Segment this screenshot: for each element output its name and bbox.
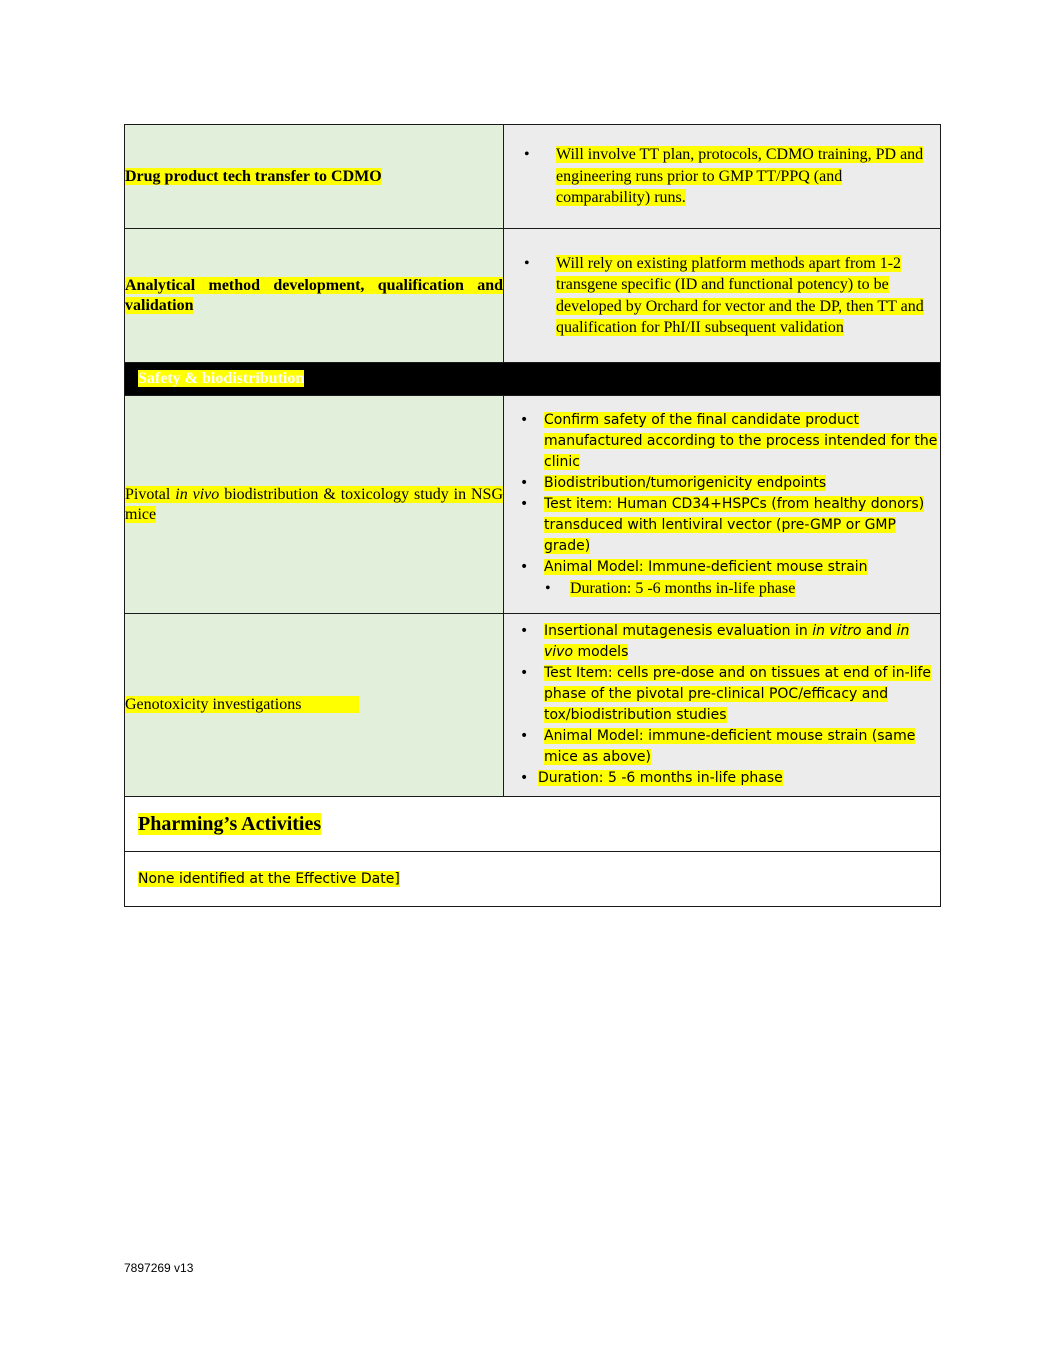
table-row [125, 396, 941, 614]
section-label: Safety & biodistribution [138, 370, 305, 387]
row-label-cell [125, 396, 504, 614]
detail-list [504, 253, 940, 339]
row-label: Pivotal in vivo biodistribution & toxicology study in NSG mice [125, 485, 504, 523]
table-row [125, 125, 941, 229]
section-header [125, 363, 941, 396]
list-item: • Animal Model: immune-deficient mouse strain (same mice as above) [518, 726, 940, 768]
row-detail-cell [504, 396, 941, 614]
list-item: • Test Item: cells pre-dose and on tissues at end of in-life phase of the pivotal pre-clinical POC/efficacy and tox/biodistribution studies [518, 663, 940, 726]
row-label: Analytical method development, qualification and validation [125, 276, 503, 314]
section-header-row [125, 363, 941, 396]
list-item: • Will involve TT plan, protocols, CDMO training, PD and engineering runs prior to GMP TT/PPQ (and comparability) runs. [504, 144, 940, 209]
row-label: Drug product tech transfer to CDMO [125, 167, 382, 185]
list-item: • Biodistribution/tumorigenicity endpoints [518, 473, 940, 494]
detail-list [504, 144, 940, 209]
table-row [125, 614, 941, 797]
list-item: • Will rely on existing platform methods apart from 1-2 transgene specific (ID and functional potency) to be developed by Orchard for vector and the DP, then TT and qualification for PhI/II subsequent validation [504, 253, 940, 339]
activities-table [124, 124, 941, 907]
list-item: • Insertional mutagenesis evaluation in in vitro and in vivo models [518, 621, 940, 663]
detail-list [518, 410, 940, 599]
row-detail-cell [504, 125, 941, 229]
list-item: • Confirm safety of the final candidate product manufactured according to the process intended for the clinic [518, 410, 940, 473]
pharming-note-row [125, 852, 941, 907]
row-label-cell [125, 229, 504, 363]
row-label: Genotoxicity investigations [125, 696, 359, 713]
pharming-heading: Pharming’s Activities [138, 812, 322, 835]
row-detail-cell [504, 614, 941, 797]
pharming-note: None identified at the Effective Date] [138, 871, 400, 887]
document-id: 7897269 v13 [124, 1261, 194, 1275]
detail-list [518, 621, 940, 789]
list-item: • Animal Model: Immune-deficient mouse strain [518, 557, 940, 578]
list-item: • Duration: 5 -6 months in-life phase [518, 768, 940, 789]
row-label-cell [125, 614, 504, 797]
row-detail-cell [504, 229, 941, 363]
table-row [125, 229, 941, 363]
pharming-heading-row [125, 797, 941, 852]
row-label-cell [125, 125, 504, 229]
sub-list-item: • Duration: 5 -6 months in-life phase [518, 578, 940, 599]
pharming-heading-cell [125, 797, 941, 852]
pharming-note-cell [125, 852, 941, 907]
list-item: • Test item: Human CD34+HSPCs (from healthy donors) transduced with lentiviral vector (pre-GMP or GMP grade) [518, 494, 940, 557]
